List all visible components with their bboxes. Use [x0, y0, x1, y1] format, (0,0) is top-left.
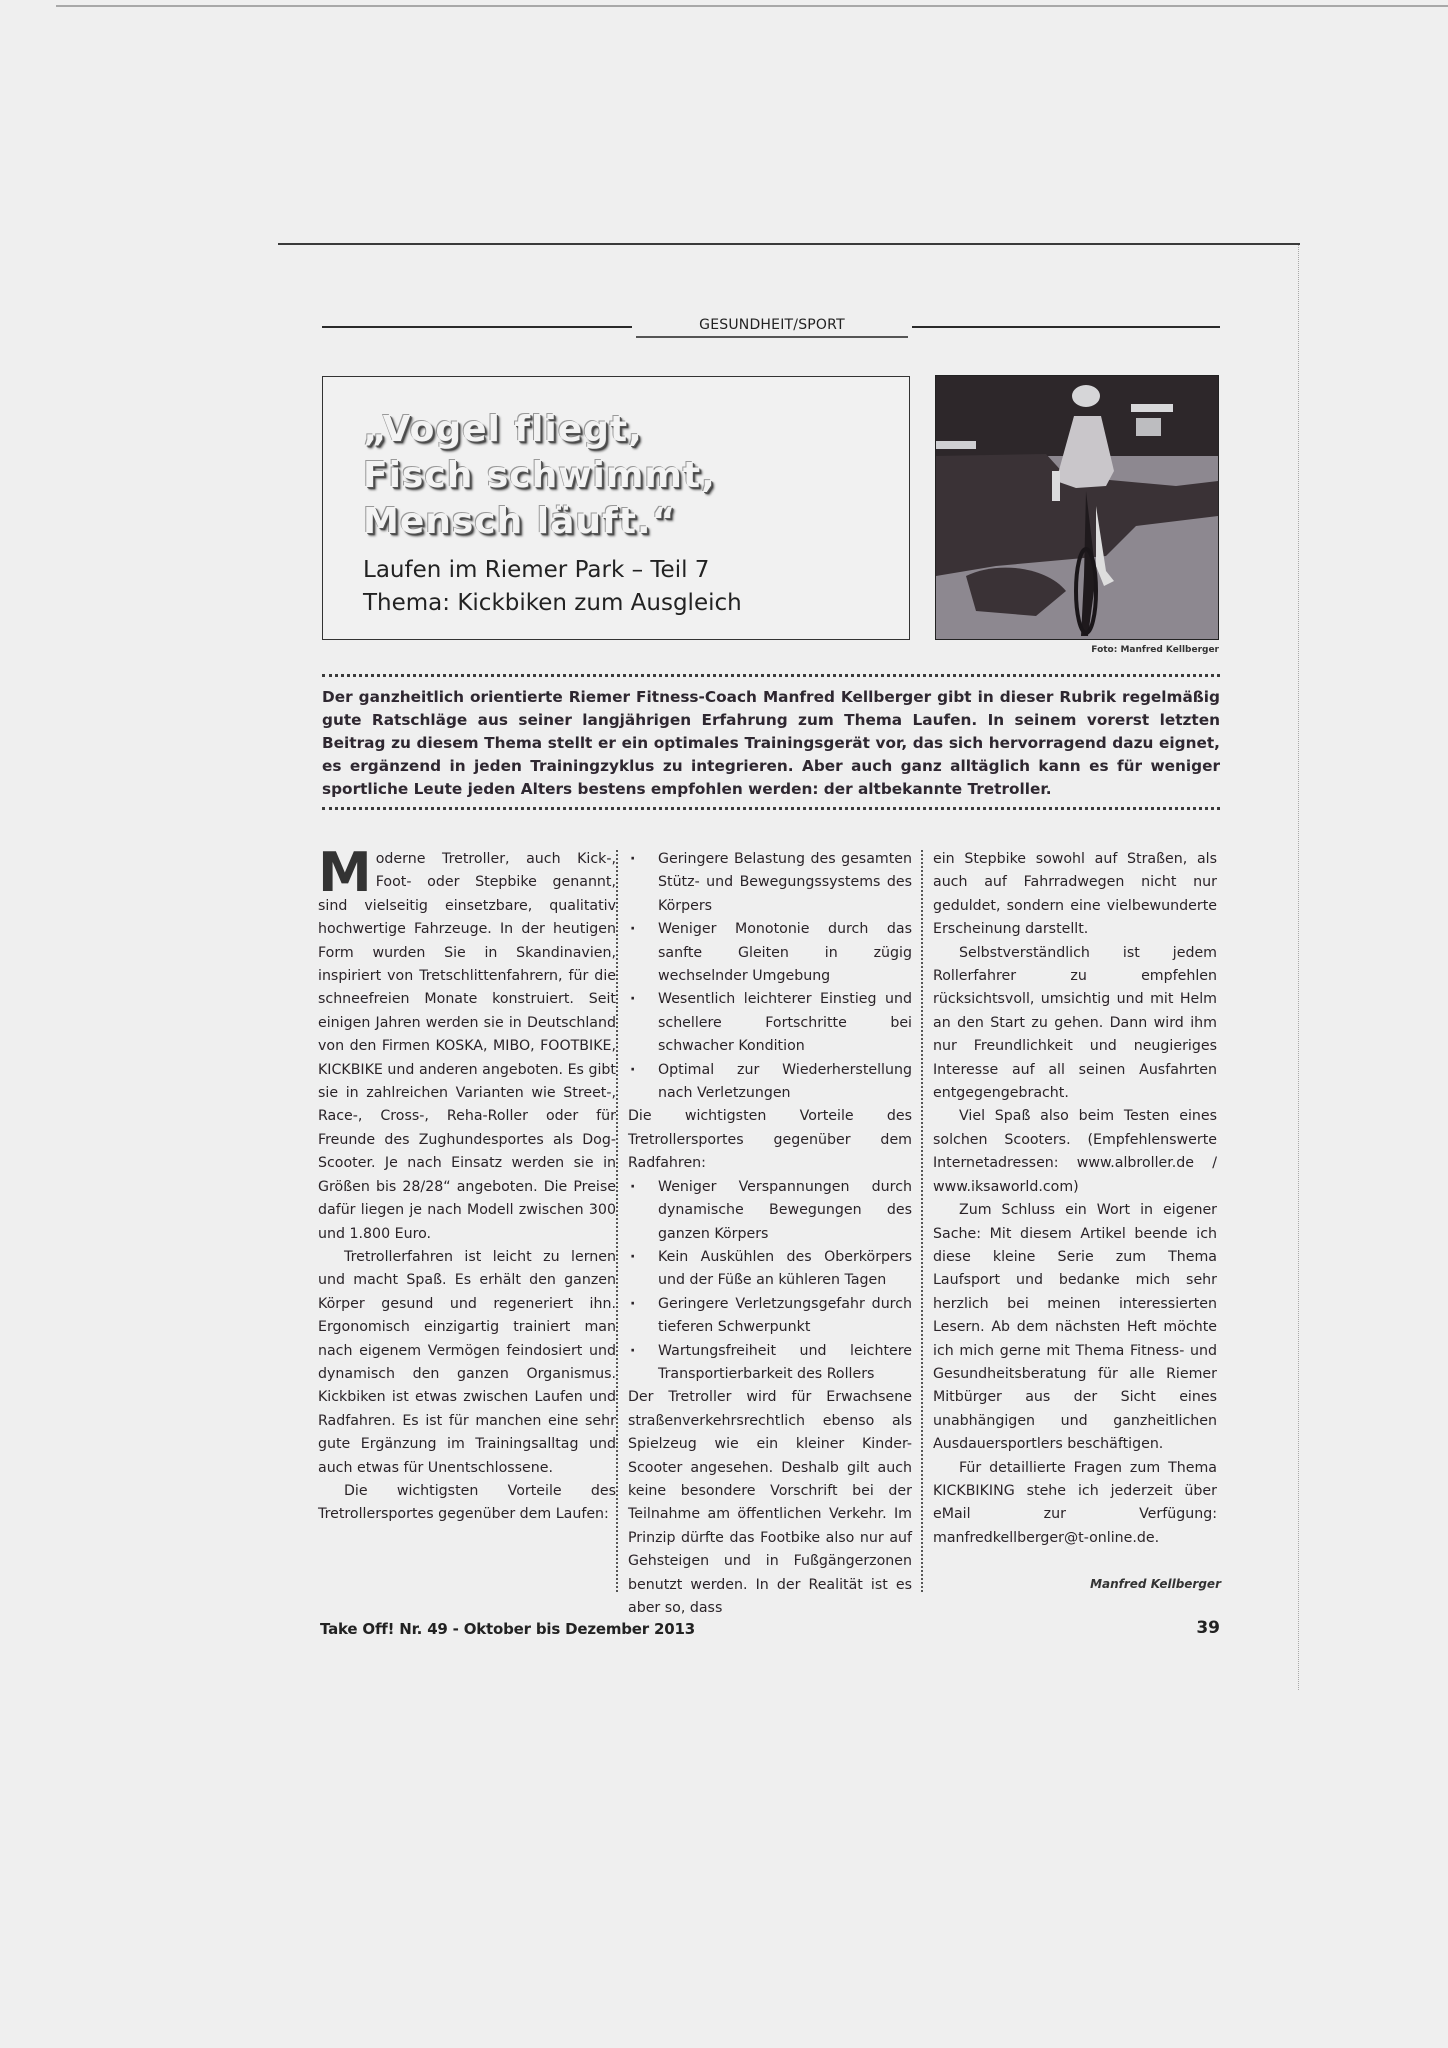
header-rule-left: [322, 326, 632, 328]
scan-edge-line: [56, 5, 1448, 7]
paragraph: Der Tretroller wird für Erwachsene straßenverkehrsrechtlich ebenso als Spielzeug wie ein kleiner Kinder-Scooter angesehen. Deshalb gilt auch keine besondere Vorschrift bei der Teilnahme am öffentlichen Verkehr. Im Prinzip dürfte das Footbike also nur auf Gehsteigen und in Fußgängerzonen benutzt werden. In der Realität ist es aber so, dass: [628, 1389, 912, 1616]
intro-rule-top: [322, 674, 1220, 677]
header-rule-right: [912, 326, 1220, 328]
paragraph-text: oderne Tretroller, auch Kick-, Foot- oder Stepbike genannt, sind vielseitig einsetzbare, qualitativ hochwertige Fahrzeuge. In der heutigen Form wurden Sie in Skandinavien, inspiriert von Tretschlittenfahrern, für die schneefreien Monate konstruiert. Seit einigen Jahren werden sie in Deutschland von den Firmen KOSKA, MIBO, FOOTBIKE, KICKBIKE und anderen angeboten. Es gibt sie in zahlreichen Varianten wie Street-, Race-, Cross-, Reha-Roller oder für Freunde des Zughundesportes als Dog-Scooter. Je nach Einsatz werden sie in Größen bis 28/28“ angeboten. Die Preise dafür liegen je nach Modell zwischen 300 und 1.800 Euro.: [318, 851, 616, 1242]
photo-credit: Foto: Manfred Kellberger: [1091, 645, 1219, 655]
paragraph: [318, 841, 616, 1246]
column-separator: [921, 850, 923, 1592]
author-byline: Manfred Kellberger: [1090, 1577, 1221, 1591]
list-item: · Geringere Verletzungsgefahr durch tieferen Schwerpunkt: [628, 1293, 912, 1340]
article-column-2: [628, 848, 912, 1620]
paragraph: Zum Schluss ein Wort in eigener Sache: Mit diesem Artikel beende ich diese kleine Serie zum Thema Laufsport und bedanke mich sehr herzlich bei meinen interessierten Lesern. Ab dem nächsten Heft möchte ich mich gerne mit Thema Fitness- und Gesundheitsberatung für alle Riemer Mitbürger aus der Sicht eines unabhängigen und ganzheitlichen Ausdauersportlers beschäftigen.: [933, 1202, 1217, 1453]
page-number: 39: [1196, 1618, 1220, 1638]
cyclist-photo: [935, 375, 1219, 640]
title-box: [322, 376, 910, 640]
page-right-edge: [1298, 245, 1300, 1690]
dropcap: M: [318, 841, 372, 904]
paragraph: Die wichtigsten Vorteile des Tretrollersportes gegenüber dem Radfahren:: [628, 1108, 912, 1172]
intro-rule-bottom: [322, 807, 1220, 810]
list-item: · Weniger Monotonie durch das sanfte Gleiten in zügig wechselnder Umgebung: [628, 918, 912, 988]
subtitle-topic: Thema: Kickbiken zum Ausgleich: [363, 590, 742, 616]
section-header: [322, 314, 1220, 338]
page-top-rule: [278, 243, 1300, 245]
column-separator: [616, 850, 618, 1592]
paragraph: ein Stepbike sowohl auf Straßen, als auch auf Fahrradwegen nicht nur geduldet, sondern eine vielbewunderte Erscheinung darstellt.: [933, 851, 1217, 938]
publication-footer: Take Off! Nr. 49 - Oktober bis Dezember 2013: [320, 1620, 695, 1638]
paragraph: Die wichtigsten Vorteile des Tretrollersportes gegenüber dem Laufen:: [318, 1482, 616, 1523]
article-column-3: [933, 848, 1217, 1550]
paragraph: Selbstverständlich ist jedem Rollerfahrer zu empfehlen rücksichtsvoll, umsichtig und mit Helm an den Start zu gehen. Dann wird ihm nur Freundlichkeit und neugieriges Interesse auf all seinen Ausfahrten entgegengebracht.: [933, 944, 1217, 1102]
headline: [363, 407, 716, 545]
subtitle-series: Laufen im Riemer Park – Teil 7: [363, 557, 710, 583]
list-item: · Kein Auskühlen des Oberkörpers und der Füße an kühleren Tagen: [628, 1246, 912, 1293]
list-item: · Geringere Belastung des gesamten Stütz- und Bewegungssystems des Körpers: [628, 848, 912, 918]
headline-line: „Vogel fliegt,: [363, 409, 643, 450]
article-column-1: [318, 841, 616, 1527]
paragraph: Viel Spaß also beim Testen eines solchen Scooters. (Empfehlenswerte Internetadressen: www.albroller.de / www.iksaworld.com): [933, 1108, 1217, 1195]
bullet-list-vs-cycling: [628, 1176, 912, 1387]
headline-line: Fisch schwimmt,: [363, 455, 716, 496]
section-label: GESUNDHEIT/SPORT: [636, 314, 908, 338]
list-item: · Wartungsfreiheit und leichtere Transportierbarkeit des Rollers: [628, 1340, 912, 1387]
list-item: · Wesentlich leichterer Einstieg und schellere Fortschritte bei schwacher Kondition: [628, 988, 912, 1058]
list-item: · Weniger Verspannungen durch dynamische Bewegungen des ganzen Körpers: [628, 1176, 912, 1246]
paragraph: Für detaillierte Fragen zum Thema KICKBIKING stehe ich jederzeit über eMail zur Verfügung: manfredkellberger@t-online.de.: [933, 1459, 1217, 1546]
paragraph: Tretrollerfahren ist leicht zu lernen und macht Spaß. Es erhält den ganzen Körper gesund und regeneriert ihn. Ergonomisch einzigartig trainiert man nach eigenem Vermögen feindosiert und dynamisch den ganzen Organismus. Kickbiken ist etwas zwischen Laufen und Radfahren. Es ist für manchen eine sehr gute Ergänzung im Trainingsalltag und auch etwas für Unentschlossene.: [318, 1248, 616, 1476]
intro-paragraph: Der ganzheitlich orientierte Riemer Fitness-Coach Manfred Kellberger gibt in dieser Rubrik regelmäßig gute Ratschläge aus seiner langjährigen Erfahrung zum Thema Laufen. In seinem vorerst letzten Beitrag zu diesem Thema stellt er ein optimales Trainingsgerät vor, das sich hervorragend dazu eignet, es ergänzend in jeden Trainingzyklus zu integrieren. Aber auch ganz alltäglich kann es für weniger sportliche Leute jeden Alters bestens empfohlen werden: der altbekannte Tretroller.: [322, 688, 1220, 798]
bullet-list-vs-running: [628, 848, 912, 1105]
list-item: · Optimal zur Wiederherstellung nach Verletzungen: [628, 1059, 912, 1106]
photo-graphic: [936, 376, 1218, 639]
headline-line: Mensch läuft.“: [363, 501, 677, 542]
